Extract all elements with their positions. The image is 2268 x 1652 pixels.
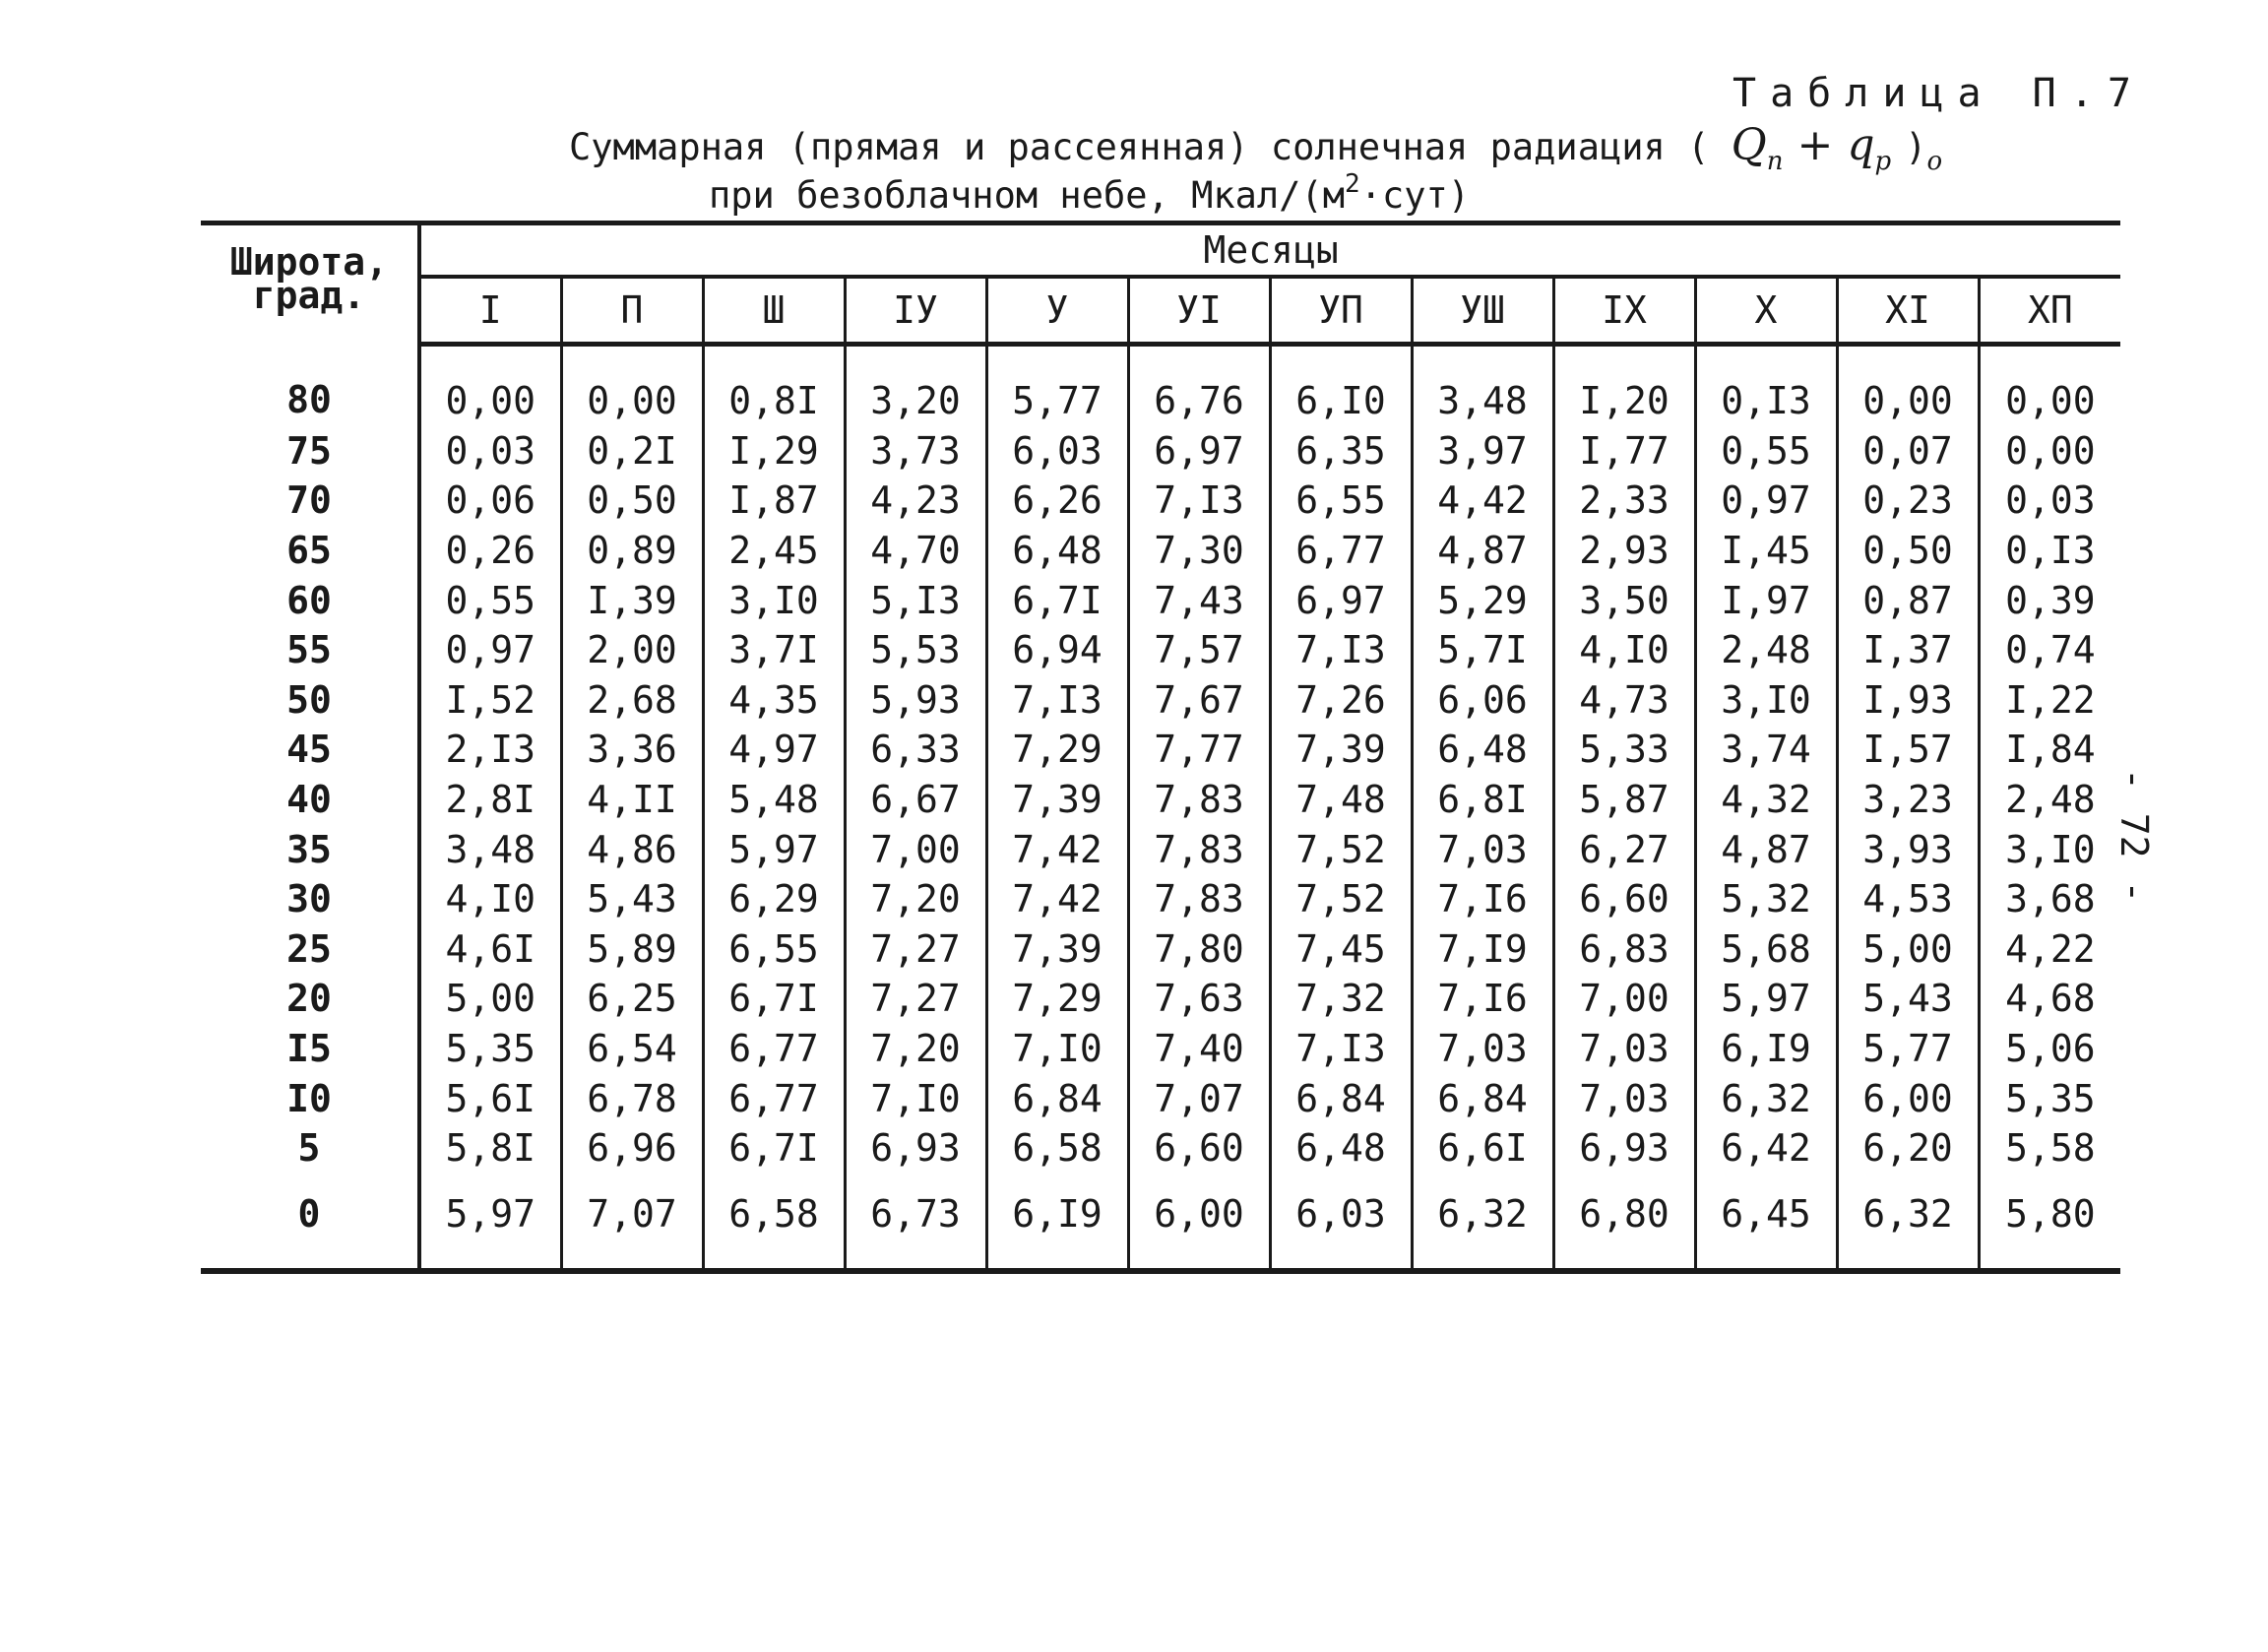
- value-cell: 4,87: [1695, 824, 1837, 874]
- value-cell: 7,03: [1412, 824, 1553, 874]
- value-cell: 6,7I: [703, 1123, 845, 1174]
- value-cell: 7,57: [1128, 625, 1270, 675]
- table-subtitle: [709, 169, 1470, 217]
- value-cell: 6,77: [703, 1024, 845, 1074]
- table-row: [201, 1123, 2120, 1174]
- value-cell: 5,00: [1837, 924, 1979, 975]
- radiation-formula: [1731, 120, 1906, 176]
- value-cell: 7,39: [986, 775, 1128, 825]
- month-header: У: [986, 277, 1128, 345]
- value-cell: 5,33: [1553, 725, 1695, 775]
- value-cell: 7,32: [1270, 974, 1412, 1024]
- value-cell: 5,06: [1979, 1024, 2120, 1074]
- value-cell: 4,73: [1553, 675, 1695, 726]
- value-cell: 7,07: [561, 1174, 703, 1272]
- value-cell: 4,II: [561, 775, 703, 825]
- value-cell: 0,89: [561, 526, 703, 576]
- latitude-cell: 45: [201, 725, 419, 775]
- value-cell: 7,I3: [1270, 1024, 1412, 1074]
- latitude-header: [201, 223, 419, 345]
- value-cell: 3,97: [1412, 426, 1553, 477]
- formula-outer-sub: о: [1926, 147, 1943, 176]
- value-cell: 3,20: [845, 345, 986, 426]
- value-cell: 6,48: [1270, 1123, 1412, 1174]
- value-cell: I,93: [1837, 675, 1979, 726]
- value-cell: I,39: [561, 575, 703, 625]
- latitude-cell: 60: [201, 575, 419, 625]
- value-cell: 0,74: [1979, 625, 2120, 675]
- value-cell: 5,7I: [1412, 625, 1553, 675]
- value-cell: 0,07: [1837, 426, 1979, 477]
- value-cell: 3,93: [1837, 824, 1979, 874]
- value-cell: 6,54: [561, 1024, 703, 1074]
- value-cell: 5,68: [1695, 924, 1837, 975]
- value-cell: 6,97: [1270, 575, 1412, 625]
- latitude-cell: 80: [201, 345, 419, 426]
- value-cell: 5,97: [703, 824, 845, 874]
- latitude-cell: 70: [201, 476, 419, 526]
- table-row: [201, 1024, 2120, 1074]
- value-cell: 6,84: [986, 1073, 1128, 1123]
- value-cell: 7,42: [986, 874, 1128, 924]
- latitude-cell: 50: [201, 675, 419, 726]
- formula-q: Q: [1731, 120, 1767, 170]
- value-cell: 0,06: [445, 478, 536, 523]
- value-cell: 7,63: [1128, 974, 1270, 1024]
- value-cell: 5,93: [845, 675, 986, 726]
- table-row: [201, 526, 2120, 576]
- value-cell: 7,67: [1128, 675, 1270, 726]
- value-cell: 0,2I: [561, 426, 703, 477]
- month-header: I: [419, 277, 561, 345]
- value-cell: 6,58: [703, 1174, 845, 1272]
- value-cell: 7,83: [1128, 874, 1270, 924]
- value-cell: 4,70: [845, 526, 986, 576]
- value-cell: 6,33: [845, 725, 986, 775]
- latitude-cell: I0: [201, 1073, 419, 1123]
- value-cell: 2,68: [561, 675, 703, 726]
- value-cell: 6,32: [1837, 1174, 1979, 1272]
- latitude-cell: 75: [201, 426, 419, 477]
- value-cell: 3,73: [845, 426, 986, 477]
- value-cell: 6,77: [1270, 526, 1412, 576]
- value-cell: 0,00: [561, 345, 703, 426]
- latitude-cell: 25: [201, 924, 419, 975]
- value-cell: 5,80: [1979, 1174, 2120, 1272]
- latitude-cell: 65: [201, 526, 419, 576]
- value-cell: 0,03: [445, 428, 536, 473]
- month-header: Ш: [703, 277, 845, 345]
- value-cell: 7,30: [1128, 526, 1270, 576]
- value-cell: 4,I0: [445, 877, 536, 921]
- month-header: УI: [1128, 277, 1270, 345]
- value-cell: 7,03: [1412, 1024, 1553, 1074]
- value-cell: 6,35: [1270, 426, 1412, 477]
- value-cell: 6,7I: [703, 974, 845, 1024]
- value-cell: 0,97: [445, 628, 536, 672]
- value-cell: 5,48: [703, 775, 845, 825]
- value-cell: 0,50: [1837, 526, 1979, 576]
- month-header: XП: [1979, 277, 2120, 345]
- value-cell: 6,83: [1553, 924, 1695, 975]
- value-cell: 2,00: [561, 625, 703, 675]
- value-cell: 2,I3: [445, 728, 536, 772]
- value-cell: 7,26: [1270, 675, 1412, 726]
- value-cell: 6,60: [1128, 1123, 1270, 1174]
- latitude-cell: 30: [201, 874, 419, 924]
- value-cell: 6,I0: [1270, 345, 1412, 426]
- value-cell: 6,20: [1837, 1123, 1979, 1174]
- value-cell: 6,84: [1270, 1073, 1412, 1123]
- value-cell: 6,8I: [1412, 775, 1553, 825]
- value-cell: 7,I6: [1412, 974, 1553, 1024]
- value-cell: 3,48: [1412, 345, 1553, 426]
- value-cell: 7,I3: [986, 675, 1128, 726]
- value-cell: 7,03: [1553, 1073, 1695, 1123]
- latitude-cell: 5: [201, 1123, 419, 1174]
- latitude-cell: 40: [201, 775, 419, 825]
- month-header: IУ: [845, 277, 986, 345]
- value-cell: 7,42: [986, 824, 1128, 874]
- value-cell: 7,43: [1128, 575, 1270, 625]
- value-cell: 7,29: [986, 725, 1128, 775]
- value-cell: 4,97: [703, 725, 845, 775]
- value-cell: 6,00: [1837, 1073, 1979, 1123]
- value-cell: 6,60: [1553, 874, 1695, 924]
- table-row: [201, 824, 2120, 874]
- value-cell: 5,97: [1695, 974, 1837, 1024]
- table-row: [201, 1174, 2120, 1272]
- value-cell: 0,00: [445, 379, 536, 423]
- value-cell: 6,29: [703, 874, 845, 924]
- value-cell: 6,48: [986, 526, 1128, 576]
- value-cell: 3,7I: [703, 625, 845, 675]
- value-cell: 6,80: [1553, 1174, 1695, 1272]
- latitude-cell: 55: [201, 625, 419, 675]
- value-cell: 4,87: [1412, 526, 1553, 576]
- latitude-cell: I5: [201, 1024, 419, 1074]
- value-cell: 0,I3: [1695, 345, 1837, 426]
- value-cell: 0,26: [445, 529, 536, 573]
- value-cell: 7,40: [1128, 1024, 1270, 1074]
- value-cell: 6,25: [561, 974, 703, 1024]
- value-cell: 0,03: [1979, 476, 2120, 526]
- value-cell: 4,35: [703, 675, 845, 726]
- value-cell: 3,I0: [1695, 675, 1837, 726]
- value-cell: 5,97: [445, 1191, 536, 1236]
- value-cell: 5,43: [561, 874, 703, 924]
- value-cell: 6,00: [1128, 1174, 1270, 1272]
- month-header: УШ: [1412, 277, 1553, 345]
- formula-q-sub: п: [1766, 147, 1784, 176]
- value-cell: 7,03: [1553, 1024, 1695, 1074]
- table-title: [569, 120, 1942, 176]
- value-cell: 7,83: [1128, 775, 1270, 825]
- month-header: УП: [1270, 277, 1412, 345]
- month-header: XI: [1837, 277, 1979, 345]
- value-cell: 2,48: [1695, 625, 1837, 675]
- value-cell: 3,68: [1979, 874, 2120, 924]
- value-cell: 6,27: [1553, 824, 1695, 874]
- value-cell: 5,35: [1979, 1073, 2120, 1123]
- value-cell: I,22: [1979, 675, 2120, 726]
- value-cell: 2,93: [1553, 526, 1695, 576]
- value-cell: 0,55: [445, 578, 536, 622]
- table-row: [201, 675, 2120, 726]
- value-cell: 7,48: [1270, 775, 1412, 825]
- value-cell: 7,00: [1553, 974, 1695, 1024]
- value-cell: 7,20: [845, 1024, 986, 1074]
- value-cell: 5,89: [561, 924, 703, 975]
- value-cell: 7,29: [986, 974, 1128, 1024]
- value-cell: 2,45: [703, 526, 845, 576]
- value-cell: 7,80: [1128, 924, 1270, 975]
- latitude-cell: 35: [201, 824, 419, 874]
- value-cell: 4,53: [1837, 874, 1979, 924]
- value-cell: I,20: [1553, 345, 1695, 426]
- value-cell: 0,23: [1837, 476, 1979, 526]
- value-cell: 4,86: [561, 824, 703, 874]
- value-cell: 0,00: [1979, 426, 2120, 477]
- value-cell: 7,45: [1270, 924, 1412, 975]
- value-cell: 7,27: [845, 974, 986, 1024]
- value-cell: 6,73: [845, 1174, 986, 1272]
- formula-q2: q: [1847, 120, 1875, 170]
- title-text: Суммарная (прямая и рассеянная) солнечная радиация (: [569, 126, 1710, 168]
- table-row: [201, 625, 2120, 675]
- value-cell: 0,50: [561, 476, 703, 526]
- value-cell: 3,23: [1837, 775, 1979, 825]
- value-cell: 0,00: [1979, 345, 2120, 426]
- value-cell: 7,I0: [986, 1024, 1128, 1074]
- value-cell: 7,I3: [1128, 476, 1270, 526]
- table-row: [201, 924, 2120, 975]
- value-cell: I,52: [445, 677, 536, 722]
- latitude-cell: 20: [201, 974, 419, 1024]
- value-cell: I,37: [1837, 625, 1979, 675]
- value-cell: 6,26: [986, 476, 1128, 526]
- value-cell: 4,6I: [445, 926, 536, 971]
- value-cell: 2,33: [1553, 476, 1695, 526]
- value-cell: 5,58: [1979, 1123, 2120, 1174]
- value-cell: 6,76: [1128, 345, 1270, 426]
- value-cell: 7,07: [1128, 1073, 1270, 1123]
- value-cell: 4,22: [1979, 924, 2120, 975]
- value-cell: 4,42: [1412, 476, 1553, 526]
- value-cell: 5,29: [1412, 575, 1553, 625]
- radiation-table: [201, 221, 2120, 1274]
- subtitle-superscript: 2: [1345, 169, 1360, 199]
- value-cell: 5,77: [1837, 1024, 1979, 1074]
- latitude-cell: 0: [201, 1174, 419, 1272]
- value-cell: 5,32: [1695, 874, 1837, 924]
- value-cell: 6,42: [1695, 1123, 1837, 1174]
- value-cell: 5,6I: [445, 1076, 536, 1120]
- value-cell: 6,03: [1270, 1174, 1412, 1272]
- value-cell: 0,I3: [1979, 526, 2120, 576]
- latitude-header-line2: град.: [252, 274, 366, 317]
- value-cell: 6,97: [1128, 426, 1270, 477]
- value-cell: 7,39: [1270, 725, 1412, 775]
- value-cell: I,87: [703, 476, 845, 526]
- table-row: [201, 575, 2120, 625]
- value-cell: 0,39: [1979, 575, 2120, 625]
- value-cell: 0,8I: [703, 345, 845, 426]
- value-cell: 6,6I: [1412, 1123, 1553, 1174]
- table-row: [201, 775, 2120, 825]
- value-cell: I,97: [1695, 575, 1837, 625]
- value-cell: 0,97: [1695, 476, 1837, 526]
- formula-plus: +: [1796, 120, 1834, 170]
- value-cell: 6,48: [1412, 725, 1553, 775]
- value-cell: 5,8I: [445, 1126, 536, 1171]
- value-cell: 2,48: [1979, 775, 2120, 825]
- value-cell: 7,00: [845, 824, 986, 874]
- value-cell: 0,55: [1695, 426, 1837, 477]
- value-cell: 6,77: [703, 1073, 845, 1123]
- value-cell: 3,36: [561, 725, 703, 775]
- value-cell: 7,I3: [1270, 625, 1412, 675]
- value-cell: 6,58: [986, 1123, 1128, 1174]
- formula-close: ): [1905, 126, 1927, 168]
- value-cell: 7,I0: [845, 1073, 986, 1123]
- month-header: П: [561, 277, 703, 345]
- value-cell: 6,06: [1412, 675, 1553, 726]
- value-cell: 6,32: [1412, 1174, 1553, 1272]
- table-label: Таблица П.7: [1732, 71, 2145, 116]
- table-row: [201, 974, 2120, 1024]
- value-cell: 6,84: [1412, 1073, 1553, 1123]
- subtitle-unit-tail: ·сут): [1359, 174, 1471, 217]
- value-cell: 6,32: [1695, 1073, 1837, 1123]
- value-cell: 5,43: [1837, 974, 1979, 1024]
- value-cell: 6,7I: [986, 575, 1128, 625]
- value-cell: 4,I0: [1553, 625, 1695, 675]
- table-row: [201, 1073, 2120, 1123]
- month-header: IX: [1553, 277, 1695, 345]
- value-cell: 6,93: [1553, 1123, 1695, 1174]
- table-row: [201, 874, 2120, 924]
- value-cell: 5,77: [986, 345, 1128, 426]
- value-cell: 5,35: [445, 1027, 536, 1071]
- value-cell: 7,20: [845, 874, 986, 924]
- subtitle-text: при безоблачном небе, Мкал/(м: [709, 174, 1346, 217]
- value-cell: 3,74: [1695, 725, 1837, 775]
- value-cell: 4,23: [845, 476, 986, 526]
- months-header: Месяцы: [419, 223, 2120, 278]
- value-cell: 7,83: [1128, 824, 1270, 874]
- value-cell: 5,53: [845, 625, 986, 675]
- value-cell: 6,I9: [986, 1174, 1128, 1272]
- value-cell: 7,I6: [1412, 874, 1553, 924]
- month-header: X: [1695, 277, 1837, 345]
- latitude-header-line1: Широта,: [229, 240, 389, 284]
- value-cell: 5,87: [1553, 775, 1695, 825]
- value-cell: 7,52: [1270, 824, 1412, 874]
- formula-q2-sub: р: [1874, 147, 1892, 176]
- value-cell: 6,03: [986, 426, 1128, 477]
- value-cell: 4,32: [1695, 775, 1837, 825]
- value-cell: 6,67: [845, 775, 986, 825]
- value-cell: I,45: [1695, 526, 1837, 576]
- value-cell: I,77: [1553, 426, 1695, 477]
- value-cell: 3,48: [445, 827, 536, 871]
- table-row: [201, 345, 2120, 426]
- value-cell: 7,I9: [1412, 924, 1553, 975]
- value-cell: 3,50: [1553, 575, 1695, 625]
- table-row: [201, 426, 2120, 477]
- value-cell: 6,96: [561, 1123, 703, 1174]
- value-cell: 0,00: [1837, 345, 1979, 426]
- value-cell: 6,94: [986, 625, 1128, 675]
- value-cell: I,84: [1979, 725, 2120, 775]
- table-row: [201, 476, 2120, 526]
- value-cell: 7,52: [1270, 874, 1412, 924]
- value-cell: 3,I0: [1979, 824, 2120, 874]
- table-row: [201, 725, 2120, 775]
- value-cell: 6,55: [1270, 476, 1412, 526]
- value-cell: 6,93: [845, 1123, 986, 1174]
- value-cell: 6,55: [703, 924, 845, 975]
- value-cell: 6,45: [1695, 1174, 1837, 1272]
- value-cell: 5,00: [445, 977, 536, 1021]
- value-cell: 4,68: [1979, 974, 2120, 1024]
- value-cell: I,57: [1837, 725, 1979, 775]
- value-cell: 6,78: [561, 1073, 703, 1123]
- value-cell: 5,I3: [845, 575, 986, 625]
- page-number: - 72 -: [2112, 768, 2156, 904]
- value-cell: 2,8I: [445, 778, 536, 822]
- value-cell: 7,27: [845, 924, 986, 975]
- value-cell: 6,I9: [1695, 1024, 1837, 1074]
- value-cell: 3,I0: [703, 575, 845, 625]
- value-cell: 7,77: [1128, 725, 1270, 775]
- value-cell: 0,87: [1837, 575, 1979, 625]
- value-cell: I,29: [703, 426, 845, 477]
- value-cell: 7,39: [986, 924, 1128, 975]
